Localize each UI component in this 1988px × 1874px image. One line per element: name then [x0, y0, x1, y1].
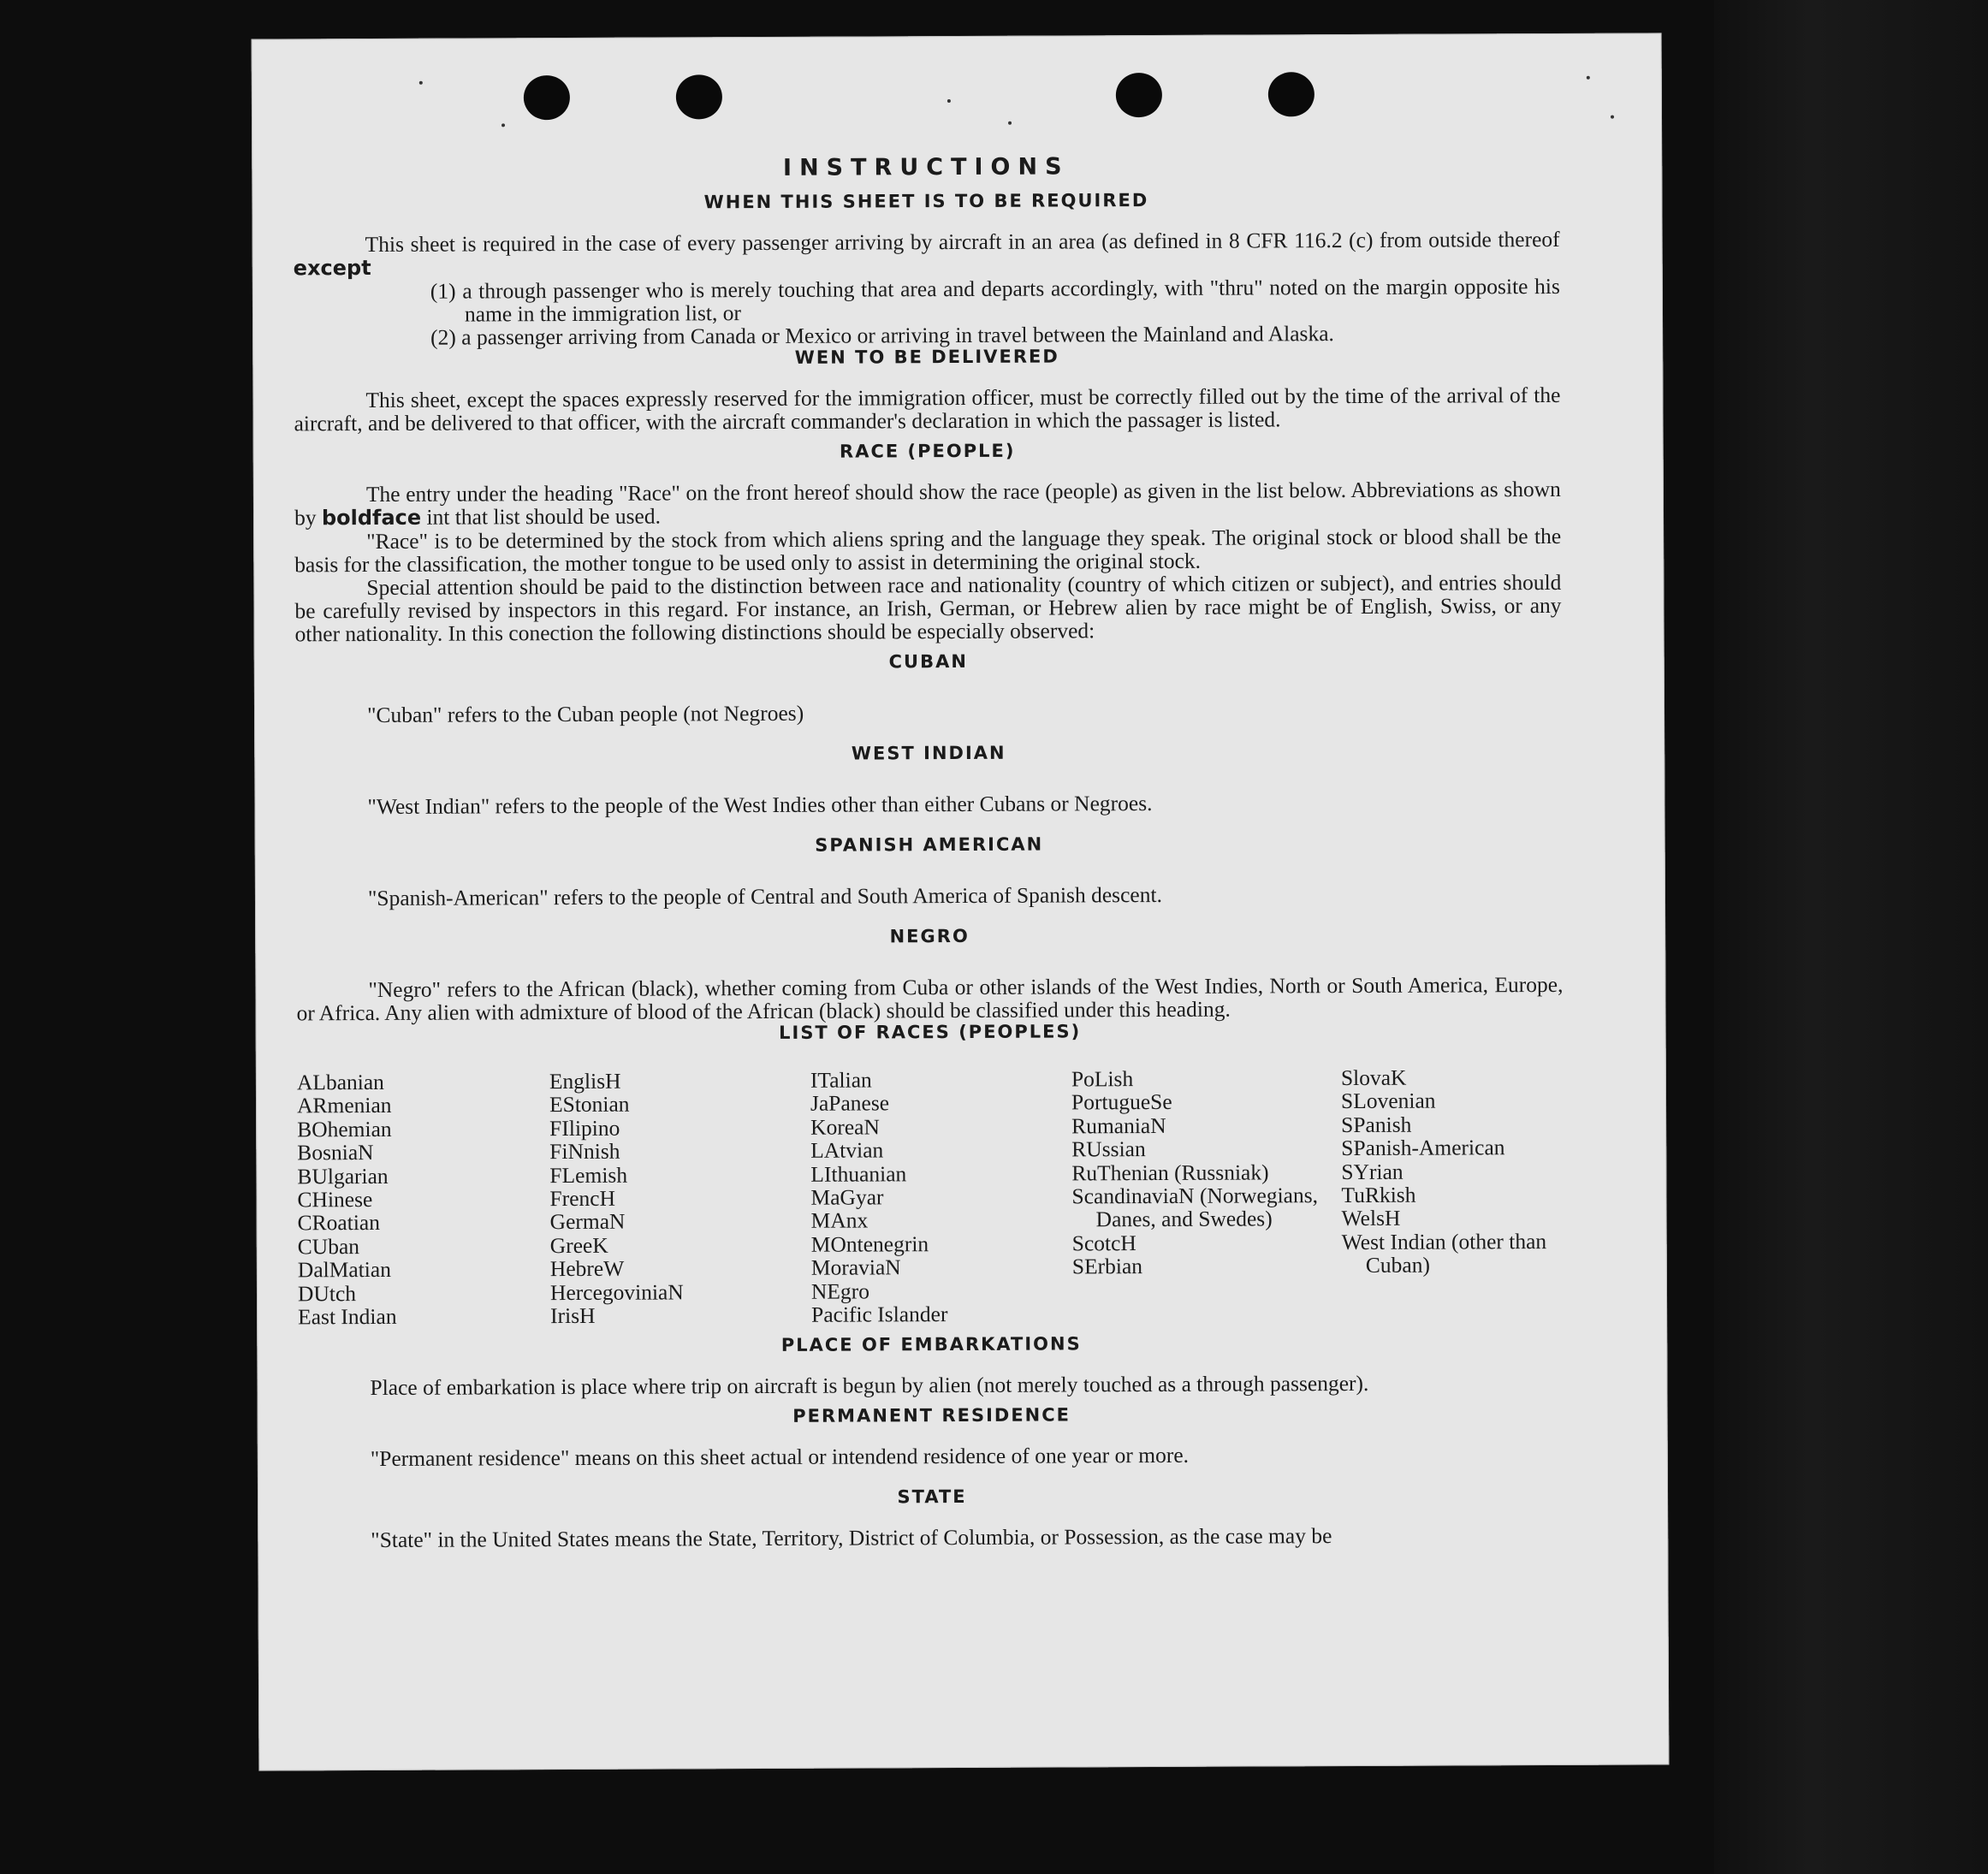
race-entry: HebreW — [549, 1255, 625, 1282]
race-entry: LAtvian — [810, 1137, 884, 1163]
required-intro — [294, 228, 1560, 280]
punch-hole-icon — [1268, 72, 1314, 116]
section-heading-residence: PERMANENT RESIDENCE — [792, 1404, 1071, 1427]
race-entry: NEgro — [810, 1278, 870, 1304]
section-heading-cuban: CUBAN — [888, 650, 968, 673]
punch-hole-icon — [524, 75, 570, 120]
section-heading-embarkation: PLACE OF EMBARKATIONS — [780, 1333, 1082, 1356]
delivered-text: This sheet, except the spaces expressly reserved for the immigration officer, must be correctly filled out by the time of the arrival of the aircraft, and be delivered to that officer, with the aircraft commander's declaration in which the passager is listed. — [294, 382, 1561, 436]
state-text: "State" in the United States means the State, Territory, District of Columbia, or Possession, as the case may be — [371, 1523, 1332, 1553]
race-entry: LIthuanian — [810, 1160, 907, 1187]
race-entry: East Indian — [298, 1303, 397, 1330]
section-heading-negro: NEGRO — [889, 925, 970, 947]
speck — [1587, 76, 1590, 80]
race-entry: MOntenegrin — [810, 1231, 929, 1257]
race-paragraph-1 — [294, 477, 1561, 530]
race-entry: KoreaN — [810, 1114, 880, 1140]
document-body — [293, 151, 1565, 1552]
cuban-text: "Cuban" refers to the Cuban people (not Negroes) — [366, 700, 804, 728]
west-indian-text: "West Indian" refers to the people of the West Indies other than either Cubans or Negroes. — [367, 791, 1153, 820]
required-item-1: (1) a through passenger who is merely touching that area and departs accordingly, with "thru" noted on the margin opposite his name in the immigration list, or — [430, 273, 1560, 327]
film-edge — [1714, 0, 1988, 1874]
except-word: except — [293, 255, 371, 281]
race-entry: ARmenian — [296, 1093, 392, 1118]
embarkation-text: Place of embarkation is place where trip on aircraft is begun by alien (not merely touched as a through passenger). — [370, 1371, 1369, 1401]
race-entry: BosniaN — [297, 1140, 374, 1165]
race-entry: ScotcH — [1071, 1230, 1136, 1256]
race-entry: HercegoviniaN — [549, 1279, 684, 1305]
race-entry: PoLish — [1071, 1066, 1134, 1092]
speck — [419, 81, 423, 85]
negro-text: "Negro" refers to the African (black), whether coming from Cuba or other islands of the West Indies, North or South America, Europe, or Africa. Any alien with admixture of blood of the African (black) should be classified under this heading. — [296, 971, 1564, 1026]
race-entry: ALbanian — [296, 1069, 384, 1095]
race-entry: GreeK — [549, 1232, 608, 1258]
speck — [1008, 122, 1012, 125]
required-item-2: (2) a passenger arriving from Canada or Mexico or arriving in travel between the Mainland and Alaska. — [430, 321, 1334, 350]
race-entry: SPanish-American — [1341, 1135, 1505, 1161]
race-entry: SLovenian — [1340, 1088, 1436, 1114]
race-entry: West Indian (other than Cuban) — [1341, 1228, 1547, 1278]
race-entry: MoraviaN — [810, 1254, 901, 1281]
race-entry: CHinese — [297, 1187, 373, 1213]
section-heading-delivered: WEN TO BE DELIVERED — [794, 346, 1059, 368]
race-entry: IrisH — [550, 1302, 596, 1329]
race-column — [810, 1068, 1059, 1327]
race-paragraph-2: "Race" is to be determined by the stock from which aliens spring and the language they speak. The original stock or blood shall be the basis for the classification, the mother tongue to be used only to assist in determining the original stock. — [294, 523, 1562, 578]
race-entry: RUssian — [1071, 1136, 1146, 1162]
race-entry: ITalian — [810, 1067, 872, 1093]
race-entry: DalMatian — [297, 1257, 391, 1283]
speck — [1611, 116, 1614, 119]
race-entry: SErbian — [1071, 1254, 1143, 1279]
race-entry: JaPanese — [810, 1090, 890, 1117]
race-entry: CRoatian — [297, 1210, 381, 1236]
section-heading-spanish-american: SPANISH AMERICAN — [815, 833, 1044, 856]
race-entry: MAnx — [810, 1207, 869, 1234]
race-entry: EStonian — [549, 1092, 630, 1118]
race-list — [297, 1065, 1564, 1329]
race-entry: FrencH — [549, 1185, 616, 1212]
race-entry: CUban — [297, 1233, 360, 1260]
race-p1-before: The entry under the heading "Race" on the front hereof should show the race (people) as given in the list below. Abbreviations as shown by — [294, 476, 1561, 531]
race-entry: TuRkish — [1341, 1182, 1416, 1208]
race-entry: BUlgarian — [297, 1163, 389, 1189]
race-column — [549, 1069, 798, 1328]
section-heading-required: WHEN THIS SHEET IS TO BE REQUIRED — [703, 190, 1149, 213]
race-entry: SlovaK — [1340, 1065, 1407, 1091]
race-entry: RuThenian (Russniak) — [1071, 1159, 1269, 1186]
punch-hole-icon — [1116, 73, 1162, 117]
required-intro-text: This sheet is required in the case of every passenger arriving by aircraft in an area (as defined in 8 CFR 116.2 (c) from outside thereof — [365, 226, 1560, 258]
race-entry: DUtch — [297, 1280, 357, 1307]
residence-text: "Permanent residence" means on this sheet actual or intendend residence of one year or more. — [370, 1443, 1190, 1472]
race-entry: FiNnish — [549, 1138, 620, 1165]
race-entry: SPanish — [1341, 1112, 1412, 1137]
spanish-american-text: "Spanish-American" refers to the people of Central and South America of Spanish descent. — [367, 881, 1162, 911]
punch-hole-icon — [676, 74, 722, 119]
document-sheet — [252, 33, 1670, 1770]
race-entry: PortugueSe — [1071, 1089, 1172, 1115]
race-entry: RumaniaN — [1071, 1112, 1166, 1139]
document-title: INSTRUCTIONS — [782, 153, 1070, 181]
boldface-word: boldface — [321, 505, 422, 531]
speck — [947, 99, 951, 103]
race-p1-after: int that list should be used. — [426, 503, 661, 530]
section-heading-state: STATE — [897, 1486, 967, 1508]
race-paragraph-3: Special attention should be paid to the distinction between race and nationality (country of which citizen or subject), and entries should be carefully revised by inspectors in this regard. For instance, an Irish, German, or Hebrew alien by race might be of English, Swiss, or any other nationality. In this conection the following distinctions should be especially observed: — [294, 569, 1562, 647]
race-column — [1341, 1065, 1564, 1325]
race-column — [1071, 1066, 1329, 1325]
race-entry: GermaN — [549, 1209, 626, 1235]
race-column — [297, 1070, 537, 1329]
section-heading-race: RACE (PEOPLE) — [839, 440, 1016, 462]
speck — [501, 123, 505, 127]
race-entry: EnglisH — [549, 1068, 621, 1094]
race-entry: FLemish — [549, 1162, 628, 1188]
race-entry: Pacific Islander — [811, 1302, 948, 1327]
race-entry: BOhemian — [297, 1116, 392, 1142]
race-entry: WelsH — [1341, 1206, 1401, 1231]
section-heading-west-indian: WEST INDIAN — [851, 742, 1006, 764]
race-entry: FIlipino — [549, 1115, 620, 1141]
race-entry: ScandinaviaN (Norwegians, Danes, and Swedes) — [1071, 1183, 1319, 1232]
section-heading-list: LIST OF RACES (PEOPLES) — [779, 1021, 1082, 1043]
race-entry: MaGyar — [810, 1184, 884, 1210]
race-entry: SYrian — [1341, 1159, 1403, 1184]
